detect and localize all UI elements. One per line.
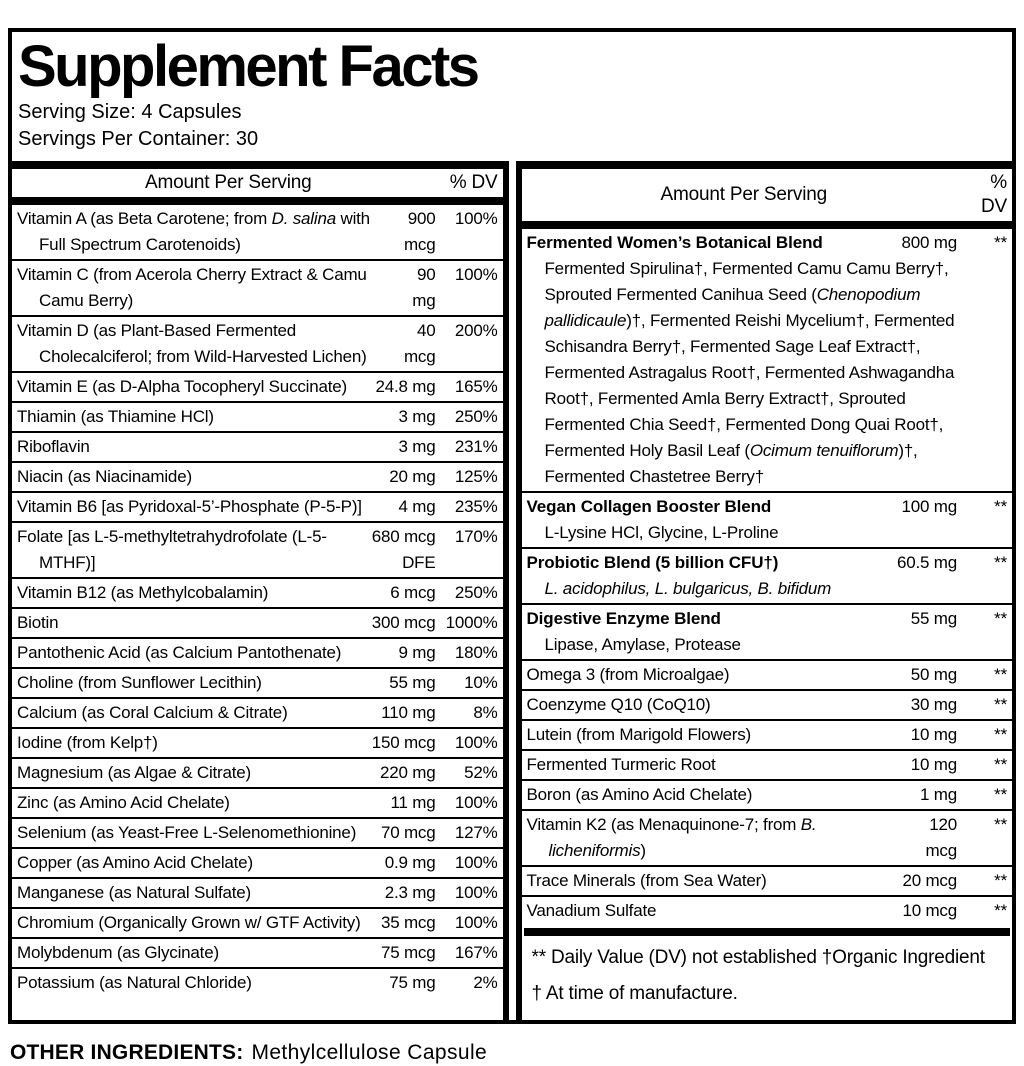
- ingredient-dv: 170%: [454, 526, 498, 546]
- ingredient-dv: 100%: [454, 882, 498, 902]
- ingredient-dv: 165%: [454, 376, 498, 396]
- ingredient-amount: 55 mg: [910, 608, 957, 628]
- amount-per-serving-header: Amount Per Serving: [660, 183, 827, 205]
- ingredient-amount: 100 mg: [901, 496, 957, 516]
- ingredient-amount: 150 mcg: [371, 732, 436, 752]
- ingredient-row-main: [17, 434, 498, 460]
- ingredient-row: [12, 317, 503, 373]
- ingredient-row: [12, 373, 503, 403]
- ingredient-amount: 300 mcg: [371, 612, 436, 632]
- ingredient-row-main: [527, 752, 1008, 778]
- ingredient-dv: **: [994, 496, 1007, 516]
- ingredient-name: Vitamin C (from Acerola Cherry Extract & Camu Camu Berry): [17, 264, 367, 310]
- ingredient-name: Biotin: [17, 612, 59, 632]
- ingredient-amount: 3 mg: [398, 406, 436, 426]
- ingredient-sublist: Lipase, Amylase, Protease: [544, 634, 741, 654]
- ingredient-amount: 120 mcg: [925, 814, 957, 860]
- ingredient-row: [12, 909, 503, 939]
- footnote-daily-value: ** Daily Value (DV) not established †Organic Ingredient: [531, 946, 985, 968]
- ingredient-amount: 900 mcg: [403, 208, 436, 254]
- ingredient-row-main: [17, 700, 498, 726]
- ingredient-name: Folate [as L-5-methyltetrahydrofolate (L-5-MTHF)]: [17, 526, 327, 572]
- ingredient-amount: 220 mg: [379, 762, 436, 782]
- ingredient-dv: 231%: [454, 436, 498, 456]
- ingredient-dv: 100%: [454, 852, 498, 872]
- ingredient-sublist: L-Lysine HCl, Glycine, L-Proline: [544, 522, 779, 542]
- ingredient-name: Probiotic Blend (5 billion CFU†): [526, 552, 779, 572]
- ingredient-row-main: [17, 940, 498, 966]
- ingredient-dv: 200%: [454, 320, 498, 340]
- other-ingredients-label: OTHER INGREDIENTS:: [10, 1040, 244, 1064]
- ingredient-dv: 52%: [464, 762, 498, 782]
- footnote-divider-bar: [524, 928, 1011, 936]
- ingredient-amount: 75 mg: [389, 972, 436, 992]
- ingredient-row-main: [527, 868, 1008, 894]
- ingredient-name: Iodine (from Kelp†): [17, 732, 158, 752]
- ingredient-row: [522, 721, 1013, 751]
- ingredient-name: Zinc (as Amino Acid Chelate): [17, 792, 230, 812]
- ingredient-row-main: [17, 580, 498, 606]
- ingredient-amount: 680 mcg DFE: [371, 526, 436, 572]
- ingredient-amount: 60.5 mg: [896, 552, 957, 572]
- percent-dv-header: % DV: [981, 171, 1007, 217]
- left-ingredient-rows: [12, 205, 503, 997]
- ingredient-row-main: [527, 494, 1008, 520]
- ingredient-row: [12, 759, 503, 789]
- ingredient-row: [12, 493, 503, 523]
- ingredient-row: [12, 205, 503, 261]
- ingredient-row: [12, 433, 503, 463]
- ingredient-dv: 100%: [454, 732, 498, 752]
- footnote-manufacture: † At time of manufacture.: [531, 982, 738, 1004]
- supplement-facts-panel: [8, 28, 1016, 1024]
- serving-size-text: Serving Size: 4 Capsules: [18, 100, 242, 123]
- ingredient-dv: 2%: [473, 972, 498, 992]
- ingredient-amount: 11 mg: [390, 792, 436, 812]
- right-ingredient-rows: [522, 229, 1013, 925]
- ingredient-row: [522, 605, 1013, 661]
- ingredient-name: Vitamin B12 (as Methylcobalamin): [17, 582, 269, 602]
- ingredient-dv: 167%: [454, 942, 498, 962]
- ingredient-amount: 110 mg: [381, 702, 436, 722]
- ingredient-dv: 100%: [454, 208, 498, 228]
- ingredient-row: [522, 867, 1013, 897]
- footnotes: [522, 936, 1013, 1020]
- ingredient-row: [522, 781, 1013, 811]
- ingredient-row-main: [527, 722, 1008, 748]
- ingredient-name: Vitamin E (as D-Alpha Tocopheryl Succinate): [17, 376, 347, 396]
- ingredient-row: [12, 403, 503, 433]
- ingredient-row: [522, 897, 1013, 925]
- ingredient-row: [12, 939, 503, 969]
- ingredient-name: Copper (as Amino Acid Chelate): [17, 852, 253, 872]
- servings-per-container-text: Servings Per Container: 30: [18, 127, 259, 150]
- ingredient-amount: 10 mg: [910, 754, 957, 774]
- ingredient-name: Vitamin D (as Plant-Based Fermented Cholecalciferol; from Wild-Harvested Lichen): [17, 320, 367, 366]
- ingredient-row: [12, 609, 503, 639]
- ingredient-row-main: [527, 606, 1008, 632]
- ingredient-name: Chromium (Organically Grown w/ GTF Activity): [17, 912, 361, 932]
- ingredient-row-main: [17, 790, 498, 816]
- ingredient-name: Vitamin K2 (as Menaquinone-7; from B. licheniformis): [526, 814, 817, 860]
- ingredient-name: Fermented Women’s Botanical Blend: [526, 232, 823, 252]
- ingredient-row: [522, 751, 1013, 781]
- ingredient-amount: 50 mg: [910, 664, 957, 684]
- ingredient-amount: 4 mg: [398, 496, 436, 516]
- ingredient-name: Vanadium Sulfate: [526, 900, 657, 920]
- ingredient-amount: 1 mg: [920, 784, 957, 804]
- ingredient-dv: **: [994, 754, 1007, 774]
- ingredient-row: [12, 969, 503, 997]
- ingredient-dv: **: [994, 784, 1007, 804]
- ingredient-row-main: [17, 262, 498, 314]
- ingredient-dv: 125%: [454, 466, 498, 486]
- ingredient-row: [522, 691, 1013, 721]
- ingredient-name: Vitamin B6 [as Pyridoxal-5’-Phosphate (P-5-P)]: [17, 496, 362, 516]
- ingredient-dv: **: [994, 814, 1007, 834]
- ingredient-row-main: [17, 820, 498, 846]
- ingredient-row: [522, 811, 1013, 867]
- ingredient-amount: 9 mg: [398, 642, 436, 662]
- ingredient-dv: **: [994, 664, 1007, 684]
- ingredient-row-main: [17, 640, 498, 666]
- ingredient-name: Omega 3 (from Microalgae): [526, 664, 730, 684]
- ingredient-row-main: [17, 524, 498, 576]
- ingredient-name: Riboflavin: [17, 436, 90, 456]
- ingredient-name: Niacin (as Niacinamide): [17, 466, 192, 486]
- ingredient-row-main: [17, 880, 498, 906]
- ingredient-row-main: [17, 206, 498, 258]
- ingredient-row: [12, 579, 503, 609]
- ingredient-name: Coenzyme Q10 (CoQ10): [526, 694, 711, 714]
- ingredient-name: Pantothenic Acid (as Calcium Pantothenate): [17, 642, 342, 662]
- ingredient-dv: **: [994, 870, 1007, 890]
- ingredient-row-main: [527, 550, 1008, 576]
- ingredient-row-main: [527, 692, 1008, 718]
- ingredient-dv: **: [994, 552, 1007, 572]
- ingredient-dv: 100%: [454, 792, 498, 812]
- ingredient-row: [12, 819, 503, 849]
- ingredient-name: Digestive Enzyme Blend: [526, 608, 721, 628]
- ingredient-name: Calcium (as Coral Calcium & Citrate): [17, 702, 288, 722]
- ingredient-row: [12, 729, 503, 759]
- ingredient-amount: 30 mg: [910, 694, 957, 714]
- ingredient-row: [522, 661, 1013, 691]
- ingredient-row-main: [17, 730, 498, 756]
- right-column-header: [522, 161, 1013, 229]
- ingredient-amount: 35 mcg: [380, 912, 436, 932]
- left-column-header: [12, 161, 503, 205]
- ingredient-dv: **: [994, 724, 1007, 744]
- ingredient-dv: 100%: [454, 912, 498, 932]
- ingredient-row-main: [527, 230, 1008, 256]
- ingredient-amount: 0.9 mg: [384, 852, 436, 872]
- ingredient-row-main: [17, 404, 498, 430]
- ingredient-row: [12, 261, 503, 317]
- ingredient-row-main: [17, 670, 498, 696]
- ingredient-name: Choline (from Sunflower Lecithin): [17, 672, 262, 692]
- ingredient-amount: 40 mcg: [403, 320, 436, 366]
- ingredient-amount: 55 mg: [389, 672, 436, 692]
- ingredient-dv: 127%: [454, 822, 498, 842]
- ingredient-dv: 250%: [454, 406, 498, 426]
- ingredient-amount: 20 mg: [389, 466, 436, 486]
- ingredient-row-main: [17, 850, 498, 876]
- ingredient-row-main: [527, 898, 1008, 924]
- ingredient-name: Lutein (from Marigold Flowers): [526, 724, 752, 744]
- ingredient-name: Potassium (as Natural Chloride): [17, 972, 252, 992]
- ingredient-row: [522, 493, 1013, 549]
- ingredient-row: [522, 229, 1013, 493]
- ingredient-amount: 6 mcg: [390, 582, 436, 602]
- ingredient-amount: 90 mg: [412, 264, 436, 310]
- ingredient-name: Trace Minerals (from Sea Water): [526, 870, 767, 890]
- ingredient-name: Fermented Turmeric Root: [526, 754, 716, 774]
- ingredient-amount: 3 mg: [398, 436, 436, 456]
- ingredient-row: [12, 789, 503, 819]
- ingredient-name: Vegan Collagen Booster Blend: [526, 496, 772, 516]
- ingredient-amount: 24.8 mg: [375, 376, 436, 396]
- ingredient-name: Boron (as Amino Acid Chelate): [526, 784, 753, 804]
- ingredient-row: [12, 669, 503, 699]
- ingredient-amount: 75 mcg: [380, 942, 436, 962]
- ingredient-amount: 2.3 mg: [384, 882, 436, 902]
- ingredient-amount: 20 mcg: [902, 870, 957, 890]
- ingredient-name: Molybdenum (as Glycinate): [17, 942, 219, 962]
- ingredient-dv: 250%: [454, 582, 498, 602]
- ingredient-dv: **: [994, 608, 1007, 628]
- left-column: [12, 161, 509, 1020]
- facts-columns: [12, 161, 1012, 1020]
- ingredient-dv: 100%: [454, 264, 498, 284]
- ingredient-dv: **: [994, 694, 1007, 714]
- ingredient-dv: 235%: [454, 496, 498, 516]
- other-ingredients-value: Methylcellulose Capsule: [251, 1040, 488, 1064]
- ingredient-name: Manganese (as Natural Sulfate): [17, 882, 252, 902]
- ingredient-row-main: [17, 610, 498, 636]
- amount-per-serving-header: Amount Per Serving: [145, 171, 312, 193]
- ingredient-row-main: [17, 494, 498, 520]
- ingredient-dv: 1000%: [445, 612, 498, 632]
- ingredient-row: [12, 699, 503, 729]
- right-column: [516, 161, 1013, 1020]
- ingredient-row-main: [17, 760, 498, 786]
- ingredient-row-main: [17, 970, 498, 996]
- other-ingredients: [10, 1040, 1024, 1066]
- ingredient-sublist: L. acidophilus, L. bulgaricus, B. bifidum: [544, 578, 832, 598]
- ingredient-row-main: [17, 318, 498, 370]
- ingredient-amount: 70 mcg: [380, 822, 436, 842]
- ingredient-row: [12, 463, 503, 493]
- ingredient-name: Vitamin A (as Beta Carotene; from D. salina with Full Spectrum Carotenoids): [17, 208, 370, 254]
- ingredient-dv: **: [994, 900, 1007, 920]
- ingredient-amount: 10 mcg: [902, 900, 957, 920]
- percent-dv-header: % DV: [449, 171, 498, 193]
- ingredient-dv: 8%: [473, 702, 498, 722]
- ingredient-row: [12, 879, 503, 909]
- ingredient-dv: 180%: [454, 642, 498, 662]
- ingredient-row: [12, 523, 503, 579]
- ingredient-name: Magnesium (as Algae & Citrate): [17, 762, 251, 782]
- ingredient-row-main: [17, 464, 498, 490]
- ingredient-dv: 10%: [464, 672, 498, 692]
- ingredient-row-main: [527, 662, 1008, 688]
- ingredient-name: Thiamin (as Thiamine HCl): [17, 406, 214, 426]
- ingredient-row-main: [17, 374, 498, 400]
- ingredient-row: [12, 639, 503, 669]
- ingredient-row-main: [17, 910, 498, 936]
- ingredient-sublist: Fermented Spirulina†, Fermented Camu Camu Berry†, Sprouted Fermented Canihua Seed (Chenopodium pallidicaule)†, Fermented Reishi Mycelium†, Fermented Schisandra Berry†, Fermented Sage Leaf Extract†, Fermented Astragalus Root†, Fermented Ashwagandha Root†, Fermented Amla Berry Extract†, Sprouted Fermented Chia Seed†, Fermented Dong Quai Root†, Fermented Holy Basil Leaf (Ocimum tenuiflorum)†, Fermented Chastetree Berry†: [544, 258, 955, 486]
- panel-header: [12, 32, 1012, 161]
- ingredient-amount: 800 mg: [901, 232, 957, 252]
- ingredient-row-main: [527, 782, 1008, 808]
- ingredient-row: [12, 849, 503, 879]
- ingredient-amount: 10 mg: [910, 724, 957, 744]
- page-title: Supplement Facts: [18, 34, 478, 99]
- ingredient-dv: **: [994, 232, 1007, 252]
- ingredient-row-main: [527, 812, 1008, 864]
- ingredient-row: [522, 549, 1013, 605]
- supplement-label-page: [0, 28, 1024, 1066]
- ingredient-name: Selenium (as Yeast-Free L-Selenomethionine): [17, 822, 357, 842]
